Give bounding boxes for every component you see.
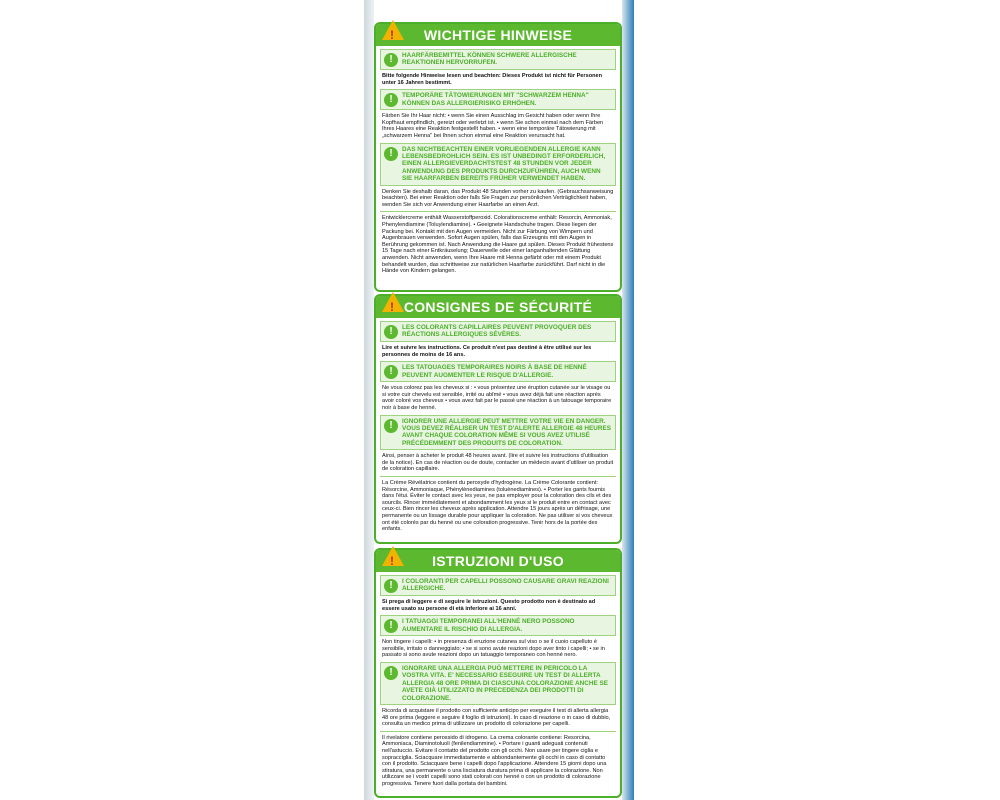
ingredients-text: La Crème Révélatrice contient du peroxyde d'hydrogène. La Crème Colorante contient: Résorcine, Ammoniaque, Phénylènediamines (toluènediamines). • Porter les gants fournis dans l'étui. Éviter le contact avec les yeux, ne pas employer pour la coloration des cils et des sourcils. Rincer immédiatement et abondamment les yeux si le produit entre en contact avec ceux-ci. Bien rincer les cheveux après application. Attendre 15 jours après un défrisage, une permanente ou un lissage durable pour appliquer la coloration. Ne pas utiliser si vos cheveux ont été colorés par du henné ou une coloration progressive. Tenir hors de la portée des enfants. [382,479,613,533]
exclamation-icon: ! [384,365,398,379]
alert-text: LES TATOUAGES TEMPORAIRES NOIRS À BASE DE HENNÉ PEUVENT AUGMENTER LE RISQUE D'ALLERGIE. [402,364,587,379]
divider [380,211,616,212]
alert-box [380,321,616,342]
alert-text: TEMPORÄRE TÄTOWIERUNGEN MIT "SCHWARZEM HENNA" KÖNNEN DAS ALLERGIERISIKO ERHÖHEN. [402,92,589,107]
intro-text: Lire et suivre les instructions. Ce produit n'est pas destiné à être utilisé sur les personnes de moins de 16 ans. [382,345,592,358]
warning-triangle-icon: ! [382,546,404,566]
panel-italian [374,548,622,798]
exclamation-icon: ! [384,325,398,339]
divider [380,476,616,477]
exclamation-icon: ! [384,619,398,633]
body-text: Denken Sie deshalb daran, das Produkt 48 Stunden vorher zu kaufen. (Gebrauchsanweisung beachten). Bei einer Reaktion oder falls Sie Fragen zur persönlichen Verträglichkeit haben, wenden Sie sich vor Anwendung einer Haarfarbe an einen Arzt. [382,188,614,208]
intro-text: Bitte folgende Hinweise lesen und beachten: Dieses Produkt ist nicht für Personen unter 16 Jahren bestimmt. [382,73,603,86]
body-text: Ricorda di acquistare il prodotto con sufficiente anticipo per eseguire il test di allerta allergia 48 ore prima (leggere e seguire il foglio di istruzioni). In caso di reazione o in caso di dubbio, consulta un medico prima di utilizzare un prodotto di colorazione per capelli. [382,708,611,728]
package-right-edge [622,0,634,800]
panel-german [374,22,622,292]
alert-text: HAARFÄRBEMITTEL KÖNNEN SCHWERE ALLERGISCHE REAKTIONEN HERVORRUFEN. [402,52,577,67]
alert-box [380,143,616,186]
alert-text: IGNORARE UNA ALLERGIA PUÒ METTERE IN PERICOLO LA VOSTRA VITA. E' NECESSARIO ESEGUIRE UN TEST DI ALLERTA ALLERGIA 48 ORE PRIMA DI CIASCUNA COLORAZIONE ANCHE SE AVETE GIÀ UTILIZZATO IN PRECEDENZA DEI PRODOTTI DI COLORAZIONE. [402,664,609,702]
divider [380,731,616,732]
panel-header [376,24,620,46]
alert-box [380,49,616,70]
body-text: Ainsi, penser à acheter le produit 48 heures avant. (lire et suivre les instructions d'utilisation de la notice). En cas de réaction ou de doute, contacter un médecin avant d'utiliser un produit de coloration capillaire. [382,453,614,473]
warning-triangle-icon: ! [382,292,404,312]
exclamation-icon: ! [384,147,398,161]
alert-box [380,361,616,382]
exclamation-icon: ! [384,579,398,593]
alert-box [380,89,616,110]
body-text: Ne vous colorez pas les cheveux si : • vous présentez une éruption cutanée sur le visage ou si votre cuir chevelu est sensible, irrité ou abîmé • vous avez déjà fait une réaction après avoir coloré vos cheveux • vous avez fait par le passé une réaction à un tatouage temporaire noir à base de henné. [382,385,612,411]
ingredients-text: Entwicklercreme enthält Wasserstoffperoxid. Colorationscreme enthält: Resorcin, Ammoniak, Phenylendiamine (Toluylendiamine). • Geeignete Handschuhe tragen. Diese liegen der Packung bei. Kontakt mit den Augen vermeiden. Nicht zur Färbung von Wimpern und Augenbrauen verwenden. Sofort Augen spülen, falls das Erzeugnis mit den Augen in Berührung gekommen ist. Nach Anwendung die Haare gut spülen. Dieses Produkt frühestens 15 Tage nach einer Entkräuselung; Dauerwelle oder einer langanhaltenden Glättung anwenden. Nicht anwenden, wenn Ihre Haare mit Henna gefärbt oder mit einem Produkt behandelt wurden, das schrittweise zur natürlichen Haarfarbe zurückführt. Darf nicht in die Hände von Kindern gelangen. [382,215,614,275]
panel-header [376,550,620,572]
alert-text: I COLORANTI PER CAPELLI POSSONO CAUSARE GRAVI REAZIONI ALLERGICHE. [402,578,609,593]
alert-text: I TATUAGGI TEMPORANEI ALL'HENNÉ NERO POSSONO AUMENTARE IL RISCHIO DI ALLERGIA. [402,618,575,633]
ingredients-text: Il rivelatore contiene perossido di idrogeno. La crema colorante contiene: Resorcina, Ammoniaca, Diaminotoluoli (fenilendiammine). • Portare i guanti adeguati contenuti nell'astuccio. Evitare il contatto del prodotto con gli occhi. Non usare per tingere ciglia e sopracciglia. Sciacquare immediatamente e abbondantemente gli occhi in caso di contatto con il prodotto. Sciacquare bene i capelli dopo l'applicazione. Attendere 15 giorni dopo una stiratura, una permanente o una lisciatura duratura prima di applicare la colorazione. Non utilizzare se i vostri capelli sono stati colorati con henné o con un prodotto di colorazione progressiva. Tenere fuori dalla portata dei bambini. [382,734,607,787]
body-text: Non tingere i capelli: • in presenza di eruzione cutanea sul viso o se il cuoio capelluto è sensibile, irritato o danneggiato; • se si sono avute reazioni dopo aver tinto i capelli; • se in passato si sono avute reazioni dopo un tatuaggio temporaneo con henné nero. [382,639,605,659]
alert-text: DAS NICHTBEACHTEN EINER VORLIEGENDEN ALLERGIE KANN LEBENSBEDROHLICH SEIN. ES IST UNBEDINGT ERFORDERLICH, EINEN ALLERGIEVERDACHTSTEST 48 STUNDEN VOR JEDER ANWENDUNG DES PRODUKTS DURCHZUFÜHREN, AUCH WENN SIE HAARFARBEN BEREITS FRÜHER VERWENDET HABEN. [402,145,606,183]
alert-text: LES COLORANTS CAPILLAIRES PEUVENT PROVOQUER DES RÉACTIONS ALLERGIQUES SÉVÈRES. [402,324,592,339]
exclamation-icon: ! [384,666,398,680]
panel-title: CONSIGNES DE SÉCURITÉ [403,299,593,315]
panel-title: WICHTIGE HINWEISE [423,27,573,43]
alert-box [380,615,616,636]
alert-box [380,575,616,596]
body-text: Färben Sie Ihr Haar nicht: • wenn Sie einen Ausschlag im Gesicht haben oder wenn Ihre Kopfhaut empfindlich, gereizt oder verletzt ist. • wenn Sie schon einmal nach dem Färben Ihres Haares eine Reaktion festgestellt haben. • wenn eine temporäre Tätowierung mit „schwarzem Henna" bei Ihnen schon einmal eine Reaktion verursacht hat. [382,113,604,139]
intro-text: Si prega di leggere e di seguire le istruzioni. Questo prodotto non è destinato ad essere usato su persone di età inferiore ai 16 anni. [382,599,596,612]
panel-french [374,294,622,544]
exclamation-icon: ! [384,53,398,67]
alert-box [380,662,616,705]
package-left-edge [364,0,374,800]
panel-header [376,296,620,318]
alert-text: IGNORER UNE ALLERGIE PEUT METTRE VOTRE VIE EN DANGER. VOUS DEVEZ RÉALISER UN TEST D'ALERTE ALLERGIE 48 HEURES AVANT CHAQUE COLORATION MÊME SI VOUS AVEZ UTILISÉ PRÉCÉDEMMENT DES PRODUITS DE COLORATION. [402,417,612,447]
panel-title: ISTRUZIONI D'USO [432,553,564,569]
warning-triangle-icon: ! [382,20,404,40]
exclamation-icon: ! [384,93,398,107]
alert-box [380,415,616,451]
exclamation-icon: ! [384,419,398,433]
